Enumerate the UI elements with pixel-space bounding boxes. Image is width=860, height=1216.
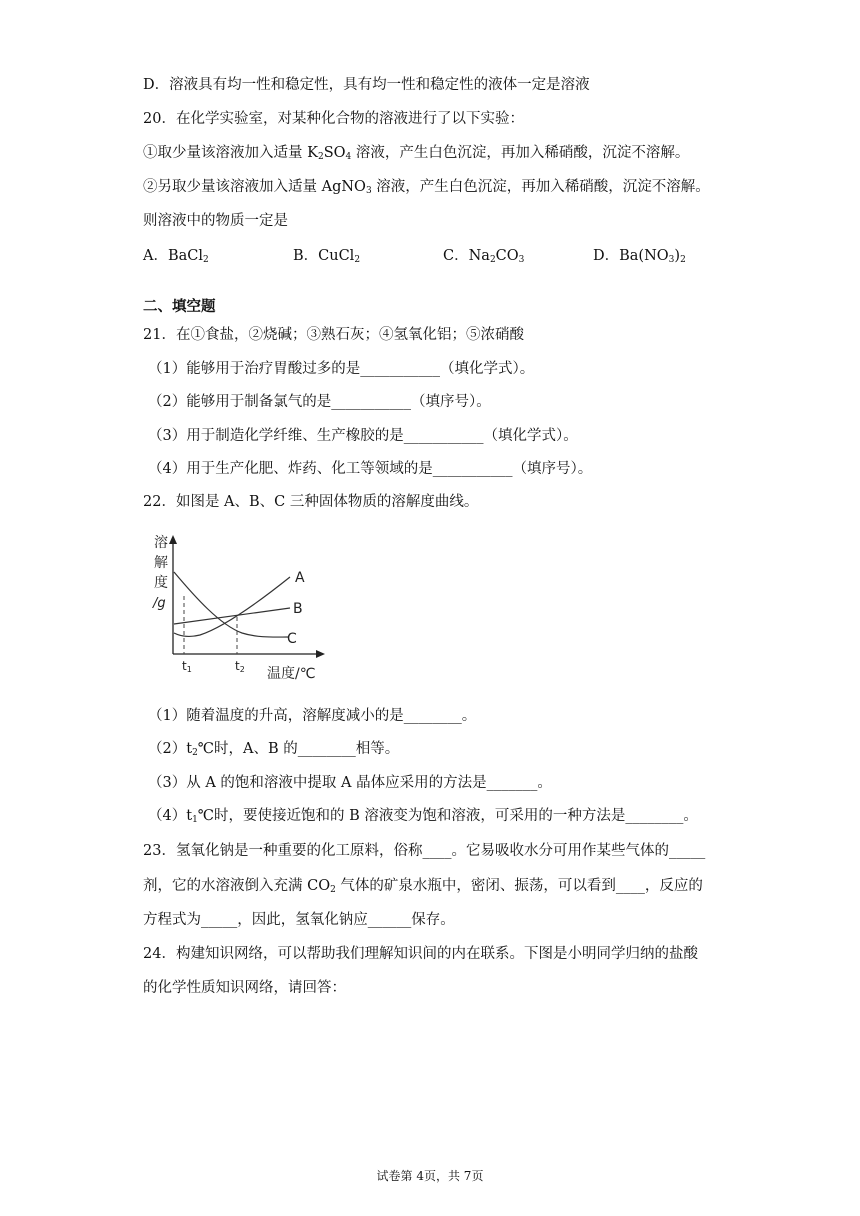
section-title: 二、填空题 bbox=[143, 299, 216, 315]
q22-part-4: $(4)t_1℃$时，要使接近饱和的 B 溶液变为饱和溶液，可采用的一种方法是________。 bbox=[148, 808, 698, 825]
q21-part-2: （2）能够用于制备氯气的是___________（填序号）。 bbox=[148, 394, 491, 410]
y-axis-label-char-1: 溶 bbox=[154, 535, 168, 551]
q20-question: 则溶液中的物质一定是 bbox=[143, 213, 288, 229]
series-b-curve bbox=[174, 608, 290, 624]
q19-option-d: D．溶液具有均一性和稳定性，具有均一性和稳定性的液体一定是溶液 bbox=[143, 77, 590, 93]
q20-stem: 20．在化学实验室，对某种化合物的溶液进行了以下实验： bbox=[143, 111, 524, 127]
q22-part-3: （3）从 A 的饱和溶液中提取 A 晶体应采用的方法是_______。 bbox=[148, 775, 552, 791]
q22-part-1: （1）随着温度的升高，溶解度减小的是________。 bbox=[148, 708, 477, 724]
y-axis-label-char-4: /g bbox=[153, 596, 166, 611]
tick-t1: t1 bbox=[182, 659, 192, 674]
series-a-label: A bbox=[295, 570, 305, 586]
q21-stem: 21．在①食盐，②烧碱；③熟石灰；④氢氧化铝；⑤浓硝酸 bbox=[143, 327, 524, 343]
q20-experiment-1: ①取少量该溶液加入适量 $K_2SO_4$ 溶液，产生白色沉淀，再加入稀硝酸，沉淀不溶解。 bbox=[143, 145, 690, 162]
q20-option-b: B．CuCl$_2$ bbox=[293, 248, 361, 265]
q21-part-1: （1）能够用于治疗胃酸过多的是___________（填化学式）。 bbox=[148, 361, 535, 377]
y-axis-arrow bbox=[169, 535, 177, 544]
q23-line-2: 剂，它的水溶液倒入充满 $CO_2$ 气体的矿泉水瓶中，密闭、振荡，可以看到____，反应的 bbox=[143, 878, 703, 895]
series-c-label: C bbox=[287, 631, 297, 647]
y-axis-label-char-3: 度 bbox=[154, 575, 168, 591]
q23-line-1: 23．氢氧化钠是一种重要的化工原料，俗称____。它易吸收水分可用作某些气体的_____ bbox=[143, 843, 706, 859]
tick-t2: t2 bbox=[235, 659, 245, 674]
q20-option-a: A．BaCl$_2$ bbox=[143, 248, 209, 265]
solubility-chart bbox=[140, 525, 340, 690]
series-c-curve bbox=[174, 572, 288, 637]
q24-line-2: 的化学性质知识网络，请回答： bbox=[143, 980, 346, 996]
q22-stem: 22．如图是 A、B、C 三种固体物质的溶解度曲线。 bbox=[143, 494, 479, 510]
x-axis-arrow bbox=[316, 650, 325, 658]
x-axis-label: 温度/℃ bbox=[267, 666, 316, 682]
y-axis-label-char-2: 解 bbox=[154, 555, 168, 571]
series-b-label: B bbox=[293, 601, 303, 617]
q22-part-2: $(2)t_2℃$时，A、B 的________相等。 bbox=[148, 741, 400, 758]
q21-part-4: （4）用于生产化肥、炸药、化工等领域的是___________（填序号）。 bbox=[148, 461, 593, 477]
q20-option-c: C．$Na_2CO_3$ bbox=[443, 248, 525, 265]
q23-line-3: 方程式为_____，因此，氢氧化钠应______保存。 bbox=[143, 912, 455, 928]
page-footer: 试卷第 4页，共 7页 bbox=[376, 1169, 484, 1183]
q24-line-1: 24．构建知识网络，可以帮助我们理解知识间的内在联系。下图是小明同学归纳的盐酸 bbox=[143, 946, 698, 962]
q20-experiment-2: ②另取少量该溶液加入适量 AgNO$_3$ 溶液，产生白色沉淀，再加入稀硝酸，沉淀不溶解。 bbox=[143, 179, 710, 196]
q21-part-3: （3）用于制造化学纤维、生产橡胶的是___________（填化学式）。 bbox=[148, 428, 578, 444]
q20-option-d: D．$Ba(NO_3)_2$ bbox=[593, 248, 686, 265]
